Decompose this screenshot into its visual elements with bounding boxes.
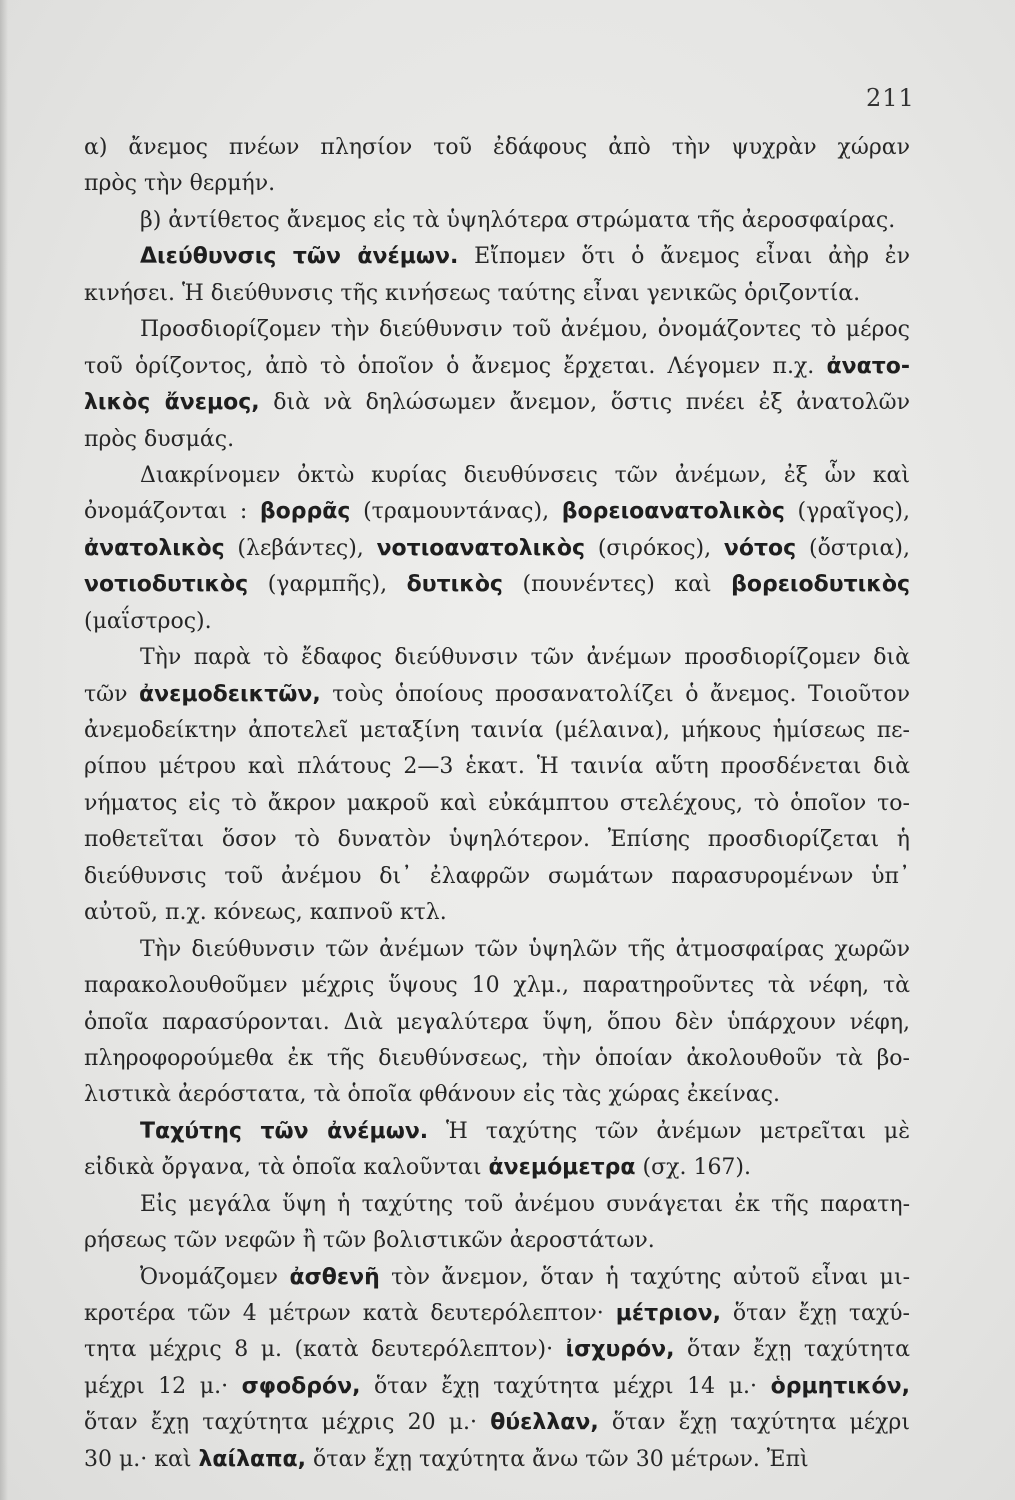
text-run: εἰδικὰ ὄργανα, τὰ ὁποῖα καλοῦνται	[84, 1155, 489, 1181]
text-run: ὀνομάζονται :	[84, 499, 260, 525]
bold-term: νοτιοανατολικὸς	[376, 535, 586, 561]
text-run: (σιρόκος),	[585, 535, 724, 561]
text-line	[84, 1296, 910, 1332]
text-run: (πουνέντες) καὶ	[502, 572, 732, 598]
body-text	[84, 130, 910, 1478]
text-run: β) ἀντίθετος ἄνεμος εἰς τὰ ὑψηλότερα στρώματα τῆς ἀεροσφαίρας.	[140, 207, 896, 233]
text-run: ὁποῖα παρασύρονται. Διὰ μεγαλύτερα ὕψη, ὅπου δὲν ὑπάρχουν νέφη,	[84, 1009, 910, 1035]
text-line	[84, 1041, 910, 1077]
text-run: μέχρι 12 μ.·	[84, 1373, 242, 1399]
text-run: (σχ. 167).	[635, 1155, 752, 1181]
text-line	[84, 822, 910, 858]
text-run: Ὀνομάζομεν	[140, 1264, 290, 1290]
bold-term: Ταχύτης τῶν ἀνέμων.	[140, 1118, 429, 1144]
text-run: κροτέρα τῶν 4 μέτρων κατὰ δευτερόλεπτον·	[84, 1301, 616, 1326]
text-run: τῶν	[84, 681, 140, 707]
text-run: διεύθυνσις τοῦ ἀνέμου δι᾽ ἐλαφρῶν σωμάτων παρασυρομένων ὑπ᾽	[84, 863, 910, 889]
text-line	[84, 458, 910, 494]
text-line	[84, 312, 910, 348]
text-run: διὰ νὰ δηλώσωμεν ἄνεμον, ὅστις πνέει ἐξ ἀνατολῶν	[259, 390, 910, 416]
text-run: Εἰς μεγάλα ὕψη ἡ ταχύτης τοῦ ἀνέμου συνάγεται ἐκ τῆς παρατη-	[140, 1191, 910, 1217]
text-run: ὅταν ἔχῃ ταχύτητα	[674, 1337, 910, 1363]
text-run: Ἡ ταχύτης τῶν ἀνέμων μετρεῖται μὲ	[428, 1118, 910, 1144]
text-run: 30 μ.· καὶ	[84, 1446, 199, 1472]
bold-term: ὁρμητικόν,	[770, 1373, 910, 1399]
bold-term: νοτιοδυτικὸς	[84, 572, 249, 598]
text-line	[84, 1114, 910, 1150]
text-run: πρὸς τὴν θερμήν.	[84, 171, 276, 197]
bold-term: μέτριον,	[615, 1301, 721, 1326]
text-line	[84, 1369, 910, 1405]
text-line	[84, 932, 910, 968]
text-line	[84, 1077, 910, 1113]
text-line	[84, 1442, 910, 1478]
text-line	[84, 203, 910, 239]
text-run: (γαρμπῆς),	[248, 572, 407, 598]
bold-term: βορειοανατολικὸς	[561, 499, 785, 525]
text-line	[84, 859, 910, 895]
bold-term: δυτικὸς	[406, 572, 503, 598]
text-line	[84, 1223, 910, 1259]
text-run: (λεβάντες),	[224, 535, 377, 561]
bold-term: ἀνεμόμετρα	[488, 1155, 636, 1181]
text-run: Διακρίνομεν ὀκτὼ κυρίας διευθύνσεις τῶν ἀνέμων, ἐξ ὧν καὶ	[140, 462, 910, 488]
text-line	[84, 968, 910, 1004]
text-run: ὅταν ἔχῃ ταχύτητα μέχρι 14 μ.·	[360, 1373, 771, 1399]
text-run: παρακολουθοῦμεν μέχρις ὕψους 10 χλμ., παρατηροῦντες τὰ νέφη, τὰ	[84, 973, 910, 999]
text-run: ὅταν ἔχῃ ταχύ-	[720, 1301, 910, 1326]
text-run: τὸν ἄνεμον, ὅταν ἡ ταχύτης αὐτοῦ εἶναι μι-	[379, 1264, 910, 1290]
text-line	[84, 749, 910, 785]
text-run: (μαΐστρος).	[84, 608, 212, 634]
page-number: 211	[866, 84, 915, 112]
bold-term: θύελλαν,	[490, 1410, 599, 1436]
text-run: ἀνεμοδείκτην ἀποτελεῖ μεταξίνη ταινία (μέλαινα), μήκους ἡμίσεως πε-	[84, 718, 910, 743]
text-run: ὅταν ἔχῃ ταχύτητα μέχρι	[598, 1410, 910, 1436]
text-run: Προσδιορίζομεν τὴν διεύθυνσιν τοῦ ἀνέμου, ὀνομάζοντες τὸ μέρος	[140, 317, 910, 343]
text-run: ὅταν ἔχῃ ταχύτητα μέχρις 20 μ.·	[84, 1410, 491, 1436]
text-run: Τὴν παρὰ τὸ ἔδαφος διεύθυνσιν τῶν ἀνέμων προσδιορίζομεν διὰ	[140, 645, 910, 671]
text-line	[84, 494, 910, 530]
bold-term: ἀνατο-	[826, 353, 910, 379]
text-line	[84, 422, 910, 458]
text-run: λιστικὰ ἀερόστατα, τὰ ὁποῖα φθάνουν εἰς τὰς χώρας ἐκείνας.	[84, 1082, 780, 1108]
text-line	[84, 276, 910, 312]
text-run: πρὸς δυσμάς.	[84, 426, 235, 452]
text-run: τητα μέχρις 8 μ. (κατὰ δευτερόλεπτον)·	[84, 1337, 566, 1363]
text-run: ρίπου μέτρου καὶ πλάτους 2—3 ἑκατ. Ἡ ταινία αὕτη προσδένεται διὰ	[84, 754, 910, 780]
bold-term: βορειοδυτικὸς	[731, 572, 910, 598]
text-line	[84, 677, 910, 713]
text-run: ρήσεως τῶν νεφῶν ἢ τῶν βολιστικῶν ἀεροστάτων.	[84, 1228, 655, 1254]
page-edge-shadow	[0, 0, 8, 1500]
text-run: α) ἄνεμος πνέων πλησίον τοῦ ἐδάφους ἀπὸ τὴν ψυχρὰν χώραν	[84, 135, 910, 160]
text-run: τοῦ ὁρίζοντος, ἀπὸ τὸ ὁποῖον ὁ ἄνεμος ἔρχεται. Λέγομεν π.χ.	[84, 353, 827, 379]
text-line	[84, 604, 910, 640]
text-run: (ὄστρια),	[796, 535, 910, 561]
text-line	[84, 567, 910, 603]
text-line	[84, 1260, 910, 1296]
text-run: νήματος εἰς τὸ ἄκρον μακροῦ καὶ εὐκάμπτου στελέχους, τὸ ὁποῖον το-	[84, 790, 910, 816]
bold-term: ἀνεμοδεικτῶν,	[139, 681, 321, 707]
text-line	[84, 1150, 910, 1186]
text-line	[84, 166, 910, 202]
text-run: (γραῖγος),	[784, 499, 910, 525]
bold-term: λαίλαπα,	[198, 1446, 307, 1472]
text-run: ὅταν ἔχῃ ταχύτητα ἄνω τῶν 30 μέτρων. Ἐπὶ	[306, 1446, 809, 1472]
text-line	[84, 1405, 910, 1441]
text-run: (τραμουντάνας),	[350, 499, 562, 525]
text-line	[84, 349, 910, 385]
bold-term: σφοδρόν,	[241, 1373, 361, 1399]
text-run: τοὺς ὁποίους προσανατολίζει ὁ ἄνεμος. Τοιοῦτον	[320, 681, 910, 707]
text-line	[84, 640, 910, 676]
text-run: Εἴπομεν ὅτι ὁ ἄνεμος εἶναι ἀὴρ ἐν	[458, 244, 910, 270]
text-line	[84, 130, 910, 166]
bold-term: βορρᾶς	[259, 499, 351, 525]
text-line	[84, 239, 910, 275]
bold-term: λικὸς ἄνεμος,	[84, 390, 260, 416]
text-line	[84, 786, 910, 822]
bold-term: νότος	[723, 535, 797, 561]
text-run: ποθετεῖται ὅσον τὸ δυνατὸν ὑψηλότερον. Ἐπίσης προσδιορίζεται ἡ	[84, 827, 910, 853]
text-run: πληροφορούμεθα ἐκ τῆς διευθύνσεως, τὴν ὁποίαν ἀκολουθοῦν τὰ βο-	[84, 1045, 910, 1071]
text-run: κινήσει. Ἡ διεύθυνσις τῆς κινήσεως ταύτης εἶναι γενικῶς ὁριζοντία.	[84, 280, 861, 306]
bold-term: ἀσθενῆ	[289, 1264, 380, 1290]
text-line	[84, 1005, 910, 1041]
text-line	[84, 713, 910, 749]
text-run: Τὴν διεύθυνσιν τῶν ἀνέμων τῶν ὑψηλῶν τῆς ἀτμοσφαίρας χωρῶν	[140, 936, 910, 962]
text-line	[84, 531, 910, 567]
text-line	[84, 895, 910, 931]
text-line	[84, 385, 910, 421]
text-line	[84, 1187, 910, 1223]
bold-term: ἰσχυρόν,	[565, 1337, 675, 1363]
text-line	[84, 1332, 910, 1368]
text-run: αὐτοῦ, π.χ. κόνεως, καπνοῦ κτλ.	[84, 900, 447, 926]
bold-term: Διεύθυνσις τῶν ἀνέμων.	[140, 244, 459, 270]
bold-term: ἀνατολικὸς	[84, 535, 225, 561]
